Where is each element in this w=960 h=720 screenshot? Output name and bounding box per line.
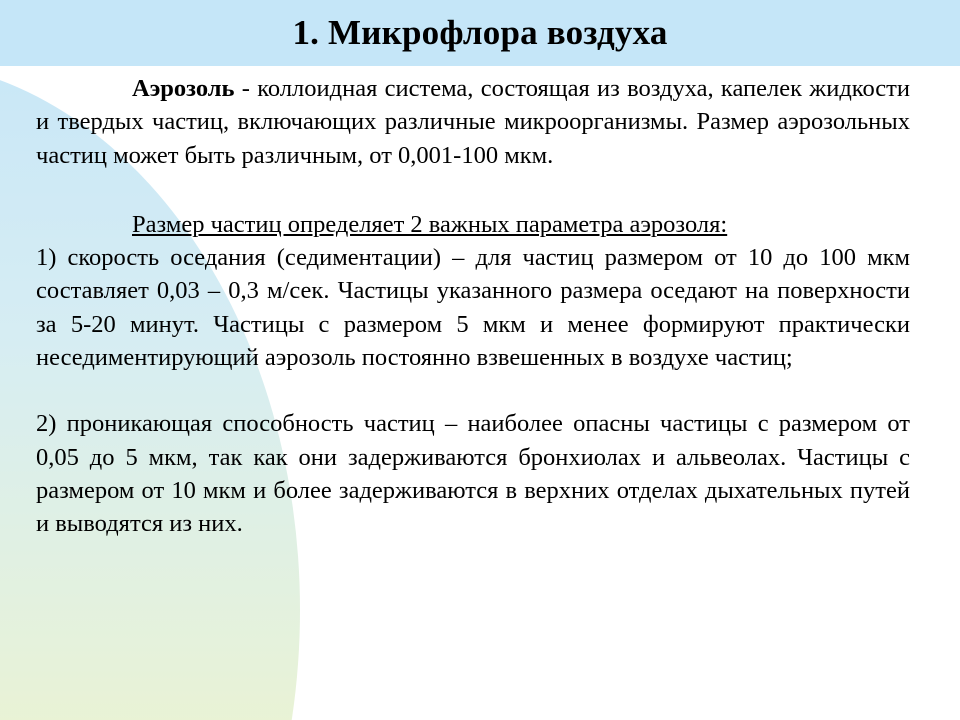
intro-paragraph [36,72,910,172]
title-bar [0,0,960,66]
intro-text: - коллоидная система, состоящая из воздуха, капелек жидкости и твердых частиц, включающих различные микроорганизмы. Размер аэрозольных частиц может быть различным, от 0,001-100 мкм. [36,75,910,169]
parameter-item-2: 2) проникающая способность частиц – наиболее опасны частицы с размером от 0,05 до 5 мкм, так как они задерживаются бронхиолах и альвеолах. Частицы с размером от 10 мкм и более задерживаются в верхних отделах дыхательных путей и выводятся из них. [36,410,910,538]
intro-term: Аэрозоль [132,75,235,102]
spacer [36,172,910,208]
slide-content [36,72,910,541]
parameter-item-1: 1) скорость оседания (седиментации) – для частиц размером от 10 до 100 мкм составляет 0,03 – 0,3 м/сек. Частицы указанного размера оседают на поверхности за 5-20 минут. Частицы с размером 5 мкм и менее формируют практически неседиментирующий аэрозоль постоянно взвешенных в воздухе частиц; [36,244,910,372]
spacer [36,374,910,407]
slide-title: 1. Микрофлора воздуха [292,13,668,52]
parameters-heading: Размер частиц определяет 2 важных параметра аэрозоля: [132,210,728,238]
